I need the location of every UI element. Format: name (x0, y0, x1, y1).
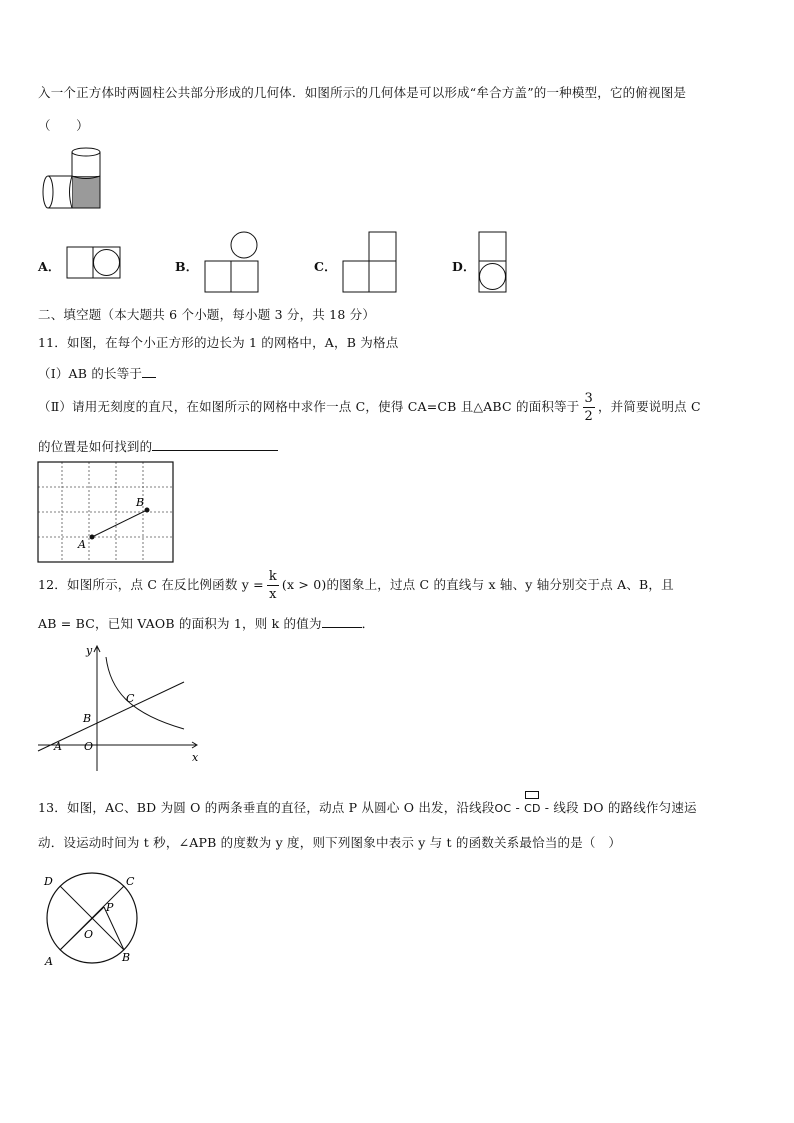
q11-label-a: A (78, 538, 86, 551)
q13-label-b: B (122, 951, 131, 964)
q13-circle-figure (36, 870, 146, 970)
q13-path-cd-text: CD (524, 802, 541, 815)
q10-stem-line1: 入一个正方体时两圆柱公共部分形成的几何体．如图所示的几何体是可以形成“牟合方盖”的一种模型，它的俯视图是 (38, 85, 687, 100)
q13-label-c: C (126, 875, 135, 888)
section-heading: 二、填空题（本大题共 6 个小题，每小题 3 分，共 18 分） (38, 307, 376, 322)
q10-answer-blank: （ ） (38, 118, 89, 133)
q12-label-x: x (192, 751, 199, 764)
q12-stem (38, 570, 674, 601)
q13-stem-tail: 线段 DO 的路线作匀速运 (553, 800, 697, 815)
q11-point-a (90, 535, 95, 540)
q11-part1-text: （Ⅰ）AB 的长等于 (38, 366, 143, 381)
q13-line2: 动．设运动时间为 t 秒，∠APB 的度数为 y 度，则下列图象中表示 y 与 t 的函数关系最恰当的是（ ） (38, 835, 622, 850)
q10-option-d-label: D． (452, 259, 476, 274)
q12-line2 (38, 614, 374, 632)
q11-part1 (38, 364, 156, 382)
q12-line2-text: ，已知 VAOB 的面积为 1，则 k 的值为 (95, 616, 322, 631)
q13-arc-mark (525, 791, 539, 799)
q10-option-c-figure (342, 231, 398, 293)
q12-fraction-k: k (268, 569, 277, 584)
q11-segment-ab (92, 510, 147, 537)
q11-part1-blank (142, 365, 156, 378)
q10-option-a-figure (66, 246, 122, 280)
q12-condition: (x > 0) (281, 577, 327, 592)
q10-option-d-figure (478, 231, 508, 293)
q11-stem: 11．如图，在每个小正方形的边长为 1 的网格中，A，B 为格点 (38, 335, 399, 350)
q11-part2-line2 (38, 437, 278, 455)
q12-label-y: y (86, 644, 93, 657)
q11-grid-figure (36, 460, 176, 564)
q13-segment-pa (60, 907, 104, 950)
q11-part2-line2-text: 的位置是如何找到的 (38, 439, 153, 454)
q12-label-b: B (83, 712, 92, 725)
q11-label-b: B (136, 496, 145, 509)
q13-dash-2: - (540, 800, 554, 815)
q11-grid-lines (38, 462, 173, 562)
q13-label-p: P (106, 901, 114, 914)
q13-label-o: O (84, 928, 94, 941)
q12-fraction (267, 570, 279, 601)
q12-condition-ab-bc: AB = BC (38, 616, 96, 631)
q11-fraction (583, 392, 595, 423)
q12-line2-end: ． (361, 616, 375, 631)
q10-option-b-label: B． (175, 259, 199, 274)
q13-label-a: A (45, 955, 53, 968)
q12-stem-text: 12．如图所示，点 C 在反比例函数 y = (38, 577, 264, 592)
q12-hyperbola (106, 657, 184, 729)
q13-stem-text: 13．如图，AC、BD 为圆 O 的两条垂直的直径，动点 P 从圆心 O 出发，沿线段 (38, 800, 495, 815)
q10-solid-figure (40, 148, 110, 218)
q10-option-b-figure (204, 231, 260, 293)
q13-label-d: D (44, 875, 53, 888)
q11-part2-text: （Ⅱ）请用无刻度的直尺，在如图所示的网格中求作一点 C，使得 CA=CB 且△ABC 的面积等于 (38, 399, 580, 414)
q13-dash-1: - (511, 800, 525, 815)
q12-stem-tail: 的图象上，过点 C 的直线与 x 轴、y 轴分别交于点 A、B，且 (326, 577, 674, 592)
q11-part2 (38, 392, 701, 423)
q10-option-c-label: C． (314, 259, 337, 274)
q12-label-c: C (126, 692, 135, 705)
q10-option-a-label: A． (38, 259, 61, 274)
q11-part2-blank (152, 438, 278, 451)
q13-path-oc: OC (494, 802, 512, 815)
q11-point-b (145, 508, 150, 513)
q11-fraction-denominator: 2 (584, 409, 593, 424)
q12-answer-blank (322, 615, 362, 628)
q13-stem (38, 798, 697, 816)
q11-fraction-numerator: 3 (584, 391, 593, 406)
q11-part2-tail: ，并简要说明点 C (597, 399, 701, 414)
q13-path-cd (524, 800, 541, 815)
q12-fraction-x: x (269, 587, 277, 602)
q12-label-a: A (54, 740, 62, 753)
q12-label-o: O (84, 740, 94, 753)
q12-graph-figure (36, 643, 206, 773)
